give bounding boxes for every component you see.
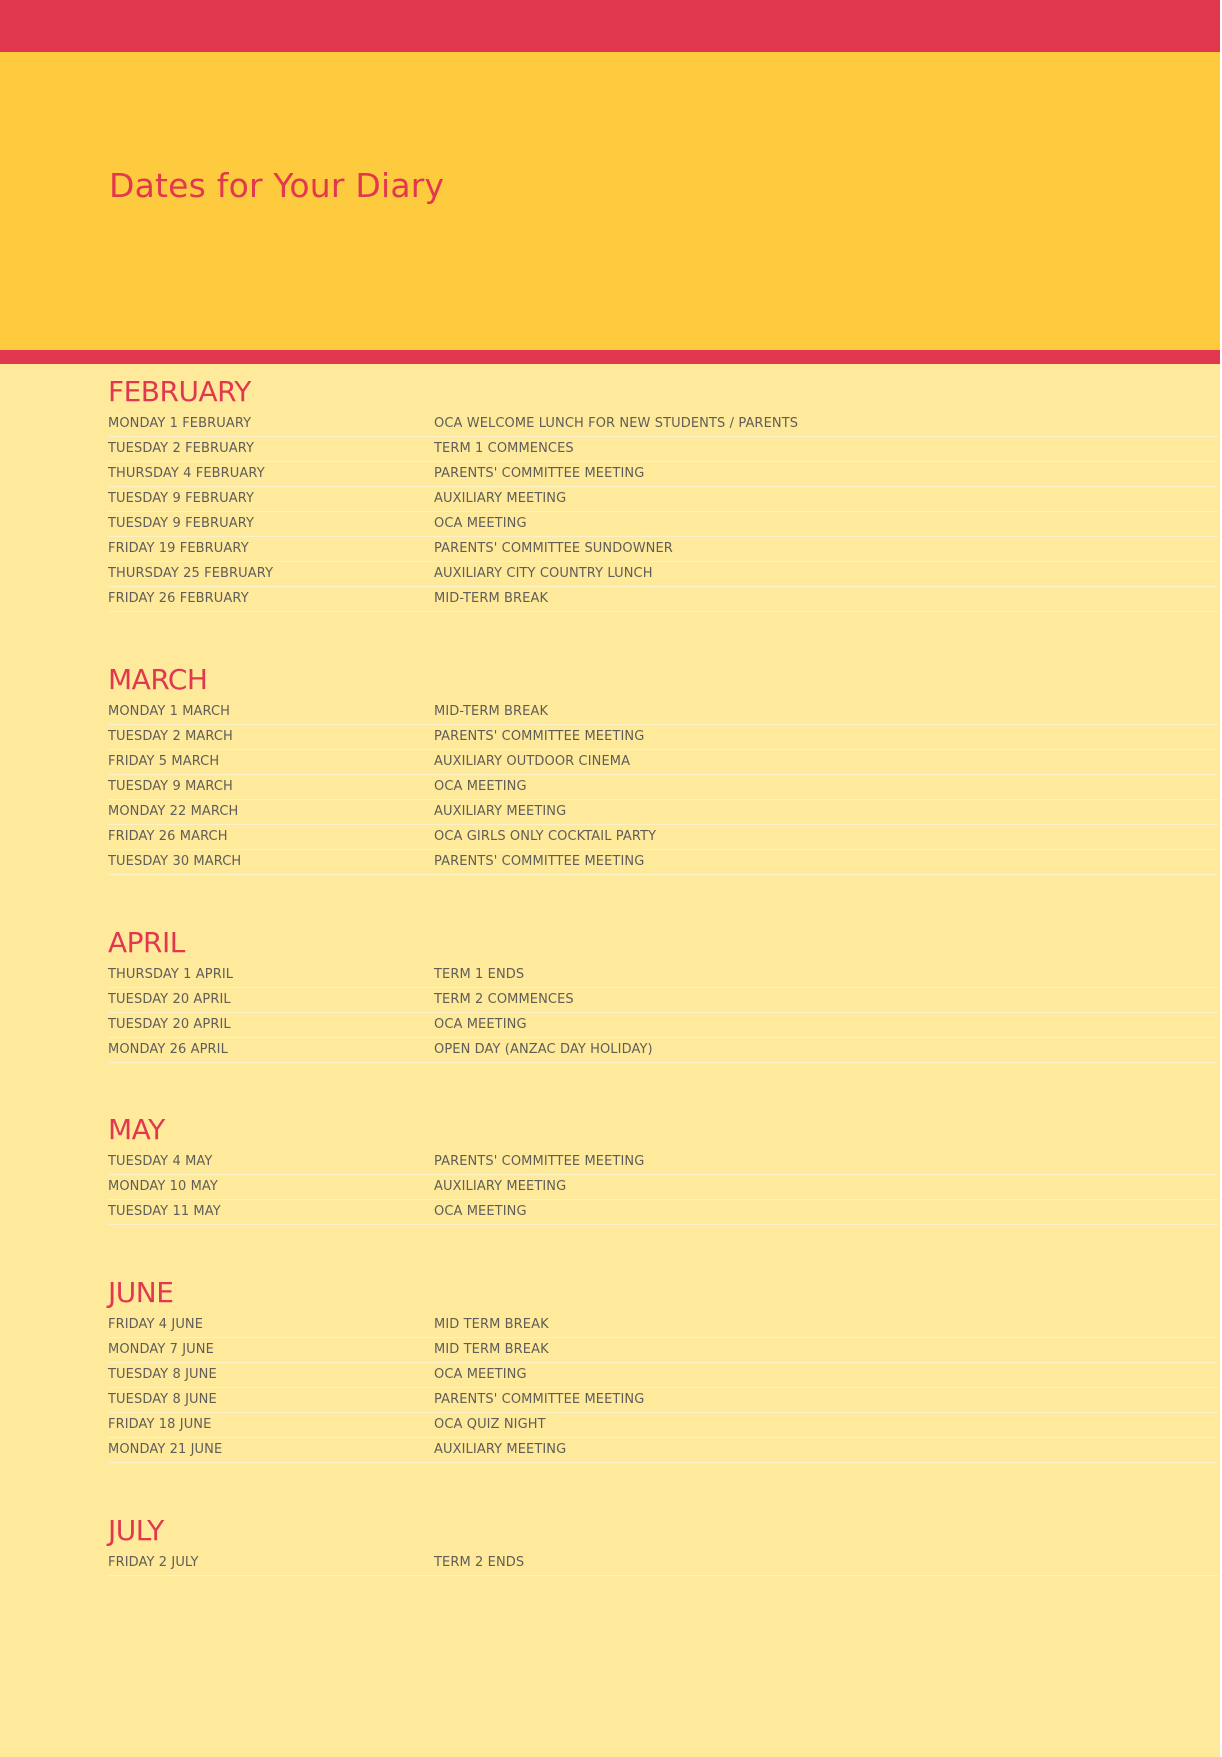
event-date: FRIDAY 2 JULY: [108, 1555, 199, 1570]
event-row: [108, 963, 1218, 988]
month-section-february: [108, 372, 1218, 612]
event-date: FRIDAY 26 MARCH: [108, 829, 228, 844]
event-date: TUESDAY 8 JUNE: [108, 1367, 217, 1382]
event-description: AUXILIARY MEETING: [434, 491, 567, 506]
event-row: [108, 1551, 1218, 1576]
event-description: PARENTS' COMMITTEE MEETING: [434, 1154, 645, 1169]
event-description: MID-TERM BREAK: [434, 591, 549, 606]
event-row: [108, 750, 1218, 775]
event-date: MONDAY 1 FEBRUARY: [108, 416, 252, 431]
event-description: OCA MEETING: [434, 1204, 527, 1219]
event-row: [108, 587, 1218, 612]
month-heading: FEBRUARY: [108, 375, 251, 408]
event-row: [108, 1200, 1218, 1225]
event-description: TERM 1 ENDS: [434, 967, 525, 982]
month-heading: APRIL: [108, 926, 185, 959]
event-description: MID-TERM BREAK: [434, 704, 549, 719]
event-row: [108, 775, 1218, 800]
event-row: [108, 1363, 1218, 1388]
event-row: [108, 988, 1218, 1013]
event-row: [108, 1013, 1218, 1038]
event-description: OCA QUIZ NIGHT: [434, 1417, 546, 1432]
event-row: [108, 825, 1218, 850]
event-description: OCA MEETING: [434, 1367, 527, 1382]
event-row: [108, 512, 1218, 537]
event-row: [108, 850, 1218, 875]
event-description: PARENTS' COMMITTEE MEETING: [434, 854, 645, 869]
month-heading: JULY: [108, 1514, 164, 1547]
event-date: TUESDAY 30 MARCH: [108, 854, 242, 869]
month-section-july: [108, 1511, 1218, 1576]
event-row: [108, 1313, 1218, 1338]
month-section-may: [108, 1110, 1218, 1225]
month-spacer: [108, 612, 1218, 660]
page-title: Dates for Your Diary: [109, 166, 445, 205]
event-row: [108, 700, 1218, 725]
event-row: [108, 725, 1218, 750]
event-date: FRIDAY 4 JUNE: [108, 1317, 204, 1332]
event-description: TERM 1 COMMENCES: [434, 441, 574, 456]
event-description: OCA MEETING: [434, 1017, 527, 1032]
event-date: THURSDAY 4 FEBRUARY: [108, 466, 265, 481]
event-date: MONDAY 10 MAY: [108, 1179, 218, 1194]
event-date: TUESDAY 2 FEBRUARY: [108, 441, 255, 456]
event-date: MONDAY 7 JUNE: [108, 1342, 214, 1357]
event-date: MONDAY 1 MARCH: [108, 704, 231, 719]
month-spacer: [108, 1063, 1218, 1110]
event-row: [108, 412, 1218, 437]
event-description: PARENTS' COMMITTEE SUNDOWNER: [434, 541, 673, 556]
event-description: OCA WELCOME LUNCH FOR NEW STUDENTS / PARENTS: [434, 416, 799, 431]
event-date: THURSDAY 25 FEBRUARY: [108, 566, 274, 581]
event-row: [108, 800, 1218, 825]
event-row: [108, 562, 1218, 587]
event-row: [108, 437, 1218, 462]
event-row: [108, 1413, 1218, 1438]
event-description: TERM 2 ENDS: [434, 1555, 525, 1570]
event-row: [108, 1175, 1218, 1200]
event-date: TUESDAY 8 JUNE: [108, 1392, 217, 1407]
event-description: AUXILIARY OUTDOOR CINEMA: [434, 754, 631, 769]
event-description: MID TERM BREAK: [434, 1317, 549, 1332]
event-date: MONDAY 21 JUNE: [108, 1442, 223, 1457]
month-heading: MARCH: [108, 663, 208, 696]
event-description: OCA GIRLS ONLY COCKTAIL PARTY: [434, 829, 657, 844]
event-row: [108, 1438, 1218, 1463]
event-row: [108, 487, 1218, 512]
event-date: TUESDAY 9 MARCH: [108, 779, 233, 794]
event-description: PARENTS' COMMITTEE MEETING: [434, 729, 645, 744]
event-date: TUESDAY 20 APRIL: [108, 992, 231, 1007]
event-date: TUESDAY 20 APRIL: [108, 1017, 231, 1032]
event-row: [108, 1338, 1218, 1363]
month-spacer: [108, 1225, 1218, 1273]
event-date: FRIDAY 5 MARCH: [108, 754, 220, 769]
event-description: PARENTS' COMMITTEE MEETING: [434, 1392, 645, 1407]
month-spacer: [108, 1463, 1218, 1511]
event-date: TUESDAY 9 FEBRUARY: [108, 516, 255, 531]
event-description: AUXILIARY MEETING: [434, 1179, 567, 1194]
event-description: OCA MEETING: [434, 779, 527, 794]
event-date: THURSDAY 1 APRIL: [108, 967, 234, 982]
event-date: FRIDAY 19 FEBRUARY: [108, 541, 249, 556]
month-heading: JUNE: [108, 1276, 174, 1309]
event-date: TUESDAY 9 FEBRUARY: [108, 491, 255, 506]
event-date: MONDAY 22 MARCH: [108, 804, 239, 819]
event-description: AUXILIARY MEETING: [434, 804, 567, 819]
diary-content: [108, 372, 1218, 1576]
month-section-march: [108, 660, 1218, 875]
event-row: [108, 462, 1218, 487]
event-description: PARENTS' COMMITTEE MEETING: [434, 466, 645, 481]
top-red-band: [0, 0, 1220, 52]
event-row: [108, 1150, 1218, 1175]
month-heading: MAY: [108, 1113, 165, 1146]
event-date: FRIDAY 18 JUNE: [108, 1417, 212, 1432]
event-row: [108, 1038, 1218, 1063]
event-row: [108, 1388, 1218, 1413]
event-date: TUESDAY 2 MARCH: [108, 729, 233, 744]
event-date: MONDAY 26 APRIL: [108, 1042, 228, 1057]
event-date: TUESDAY 11 MAY: [108, 1204, 221, 1219]
month-section-april: [108, 923, 1218, 1063]
month-spacer: [108, 875, 1218, 923]
event-description: OCA MEETING: [434, 516, 527, 531]
event-description: AUXILIARY CITY COUNTRY LUNCH: [434, 566, 653, 581]
event-description: AUXILIARY MEETING: [434, 1442, 567, 1457]
event-row: [108, 537, 1218, 562]
event-date: TUESDAY 4 MAY: [108, 1154, 213, 1169]
header-divider: [0, 350, 1220, 364]
event-description: OPEN DAY (ANZAC DAY HOLIDAY): [434, 1042, 653, 1057]
event-description: TERM 2 COMMENCES: [434, 992, 574, 1007]
month-section-june: [108, 1273, 1218, 1463]
event-date: FRIDAY 26 FEBRUARY: [108, 591, 249, 606]
event-description: MID TERM BREAK: [434, 1342, 549, 1357]
